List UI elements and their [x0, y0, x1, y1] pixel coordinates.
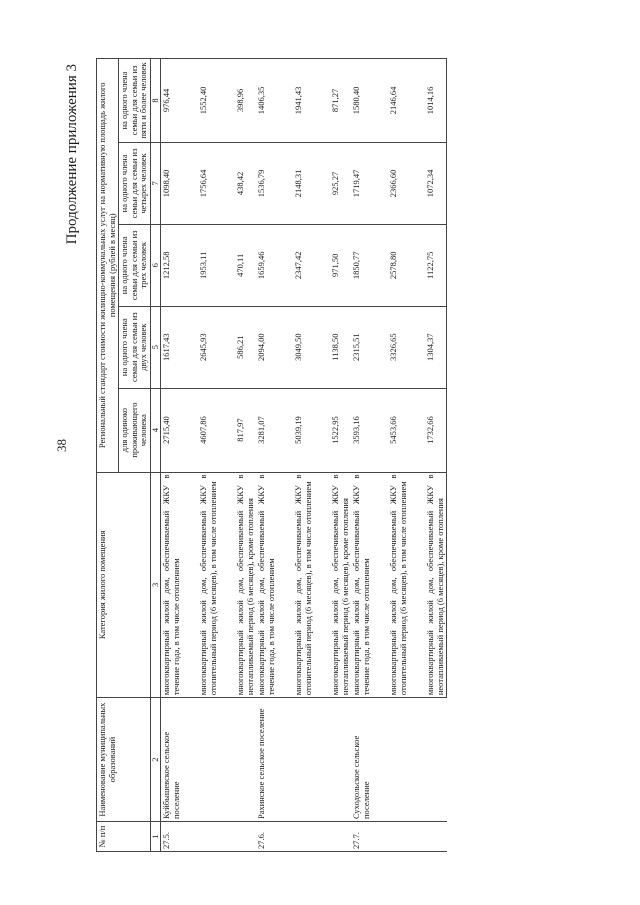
value-cell: 2148,31	[293, 142, 314, 224]
value-cell: 438,42	[235, 142, 256, 224]
value-cell: 2715,40	[161, 388, 183, 472]
header-sub-2: на одного члена семьи для семьи из двух человек	[119, 306, 151, 388]
value-cell: 1138,50	[330, 306, 351, 388]
municipality-name: Куйбышевское сельское поселение	[161, 698, 257, 822]
header-row	[97, 59, 119, 852]
header-sub-5: на одного члена семьи для семьи из пяти и более человек	[119, 59, 151, 143]
header-sub-1: для одиноко проживающего человека	[119, 388, 151, 472]
value-cell: 871,27	[330, 59, 351, 143]
index-cell: 6	[150, 224, 161, 306]
value-cell: 470,11	[235, 224, 256, 306]
value-cell: 1304,37	[425, 306, 447, 388]
table-row	[161, 59, 183, 852]
category-cell: многоквартирный жилой дом, обеспечиваемый ЖКУ в отопительный период (6 месяцев), в том числе отоплением	[293, 472, 314, 698]
value-cell: 1098,40	[161, 142, 183, 224]
table-row	[256, 59, 277, 852]
value-cell: 1941,43	[293, 59, 314, 143]
value-cell: 1850,77	[351, 224, 372, 306]
value-cell: 3593,16	[351, 388, 372, 472]
row-number: 27.7.	[351, 822, 447, 852]
value-cell: 817,97	[235, 388, 256, 472]
value-cell: 398,96	[235, 59, 256, 143]
value-cell: 2347,42	[293, 224, 314, 306]
header-sub-4: на одного члена семьи для семьи из четырех человек	[119, 142, 151, 224]
index-cell: 8	[150, 59, 161, 143]
value-cell: 1014,16	[425, 59, 447, 143]
value-cell: 1756,64	[198, 142, 219, 224]
page-number: 38	[54, 439, 69, 452]
value-cell: 2645,93	[198, 306, 219, 388]
value-cell: 3049,50	[293, 306, 314, 388]
category-cell: многоквартирный жилой дом, обеспечиваемый ЖКУ в течение года, в том числе отоплением	[256, 472, 277, 698]
value-cell: 2094,00	[256, 306, 277, 388]
continuation-title: Продолжение приложения 3	[64, 64, 80, 245]
value-cell: 1522,95	[330, 388, 351, 472]
municipality-name: Суходольское сельское поселение	[351, 698, 447, 822]
category-cell: многоквартирный жилой дом, обеспечиваемый ЖКУ в течение года, в том числе отоплением	[351, 472, 372, 698]
value-cell: 971,50	[330, 224, 351, 306]
value-cell: 3326,65	[388, 306, 409, 388]
value-cell: 1659,46	[256, 224, 277, 306]
standards-table	[96, 58, 447, 852]
value-cell: 4607,86	[198, 388, 219, 472]
header-sub-3: на одного члена семьи для семьи из трех человек	[119, 224, 151, 306]
index-cell: 1	[150, 822, 161, 852]
index-cell: 2	[150, 698, 161, 822]
value-cell: 1732,66	[425, 388, 447, 472]
header-category: Категория жилого помещения	[97, 472, 151, 698]
value-cell: 1552,40	[198, 59, 219, 143]
value-cell: 3281,07	[256, 388, 277, 472]
value-cell: 976,44	[161, 59, 183, 143]
value-cell: 1406,35	[256, 59, 277, 143]
row-number: 27.5.	[161, 822, 257, 852]
value-cell: 5039,19	[293, 388, 314, 472]
value-cell: 1212,58	[161, 224, 183, 306]
header-group: Региональный стандарт стоимости жилищно-коммунальных услуг на нормативную площадь жилого помещения (рублей в месяц)	[97, 59, 119, 473]
index-cell: 3	[150, 472, 161, 698]
category-cell: многоквартирный жилой дом, обеспечиваемый ЖКУ в отопительный период (6 месяцев), в том числе отоплением	[198, 472, 219, 698]
value-cell: 1122,75	[425, 224, 447, 306]
category-cell: многоквартирный жилой дом, обеспечиваемый ЖКУ в неотапливаемый период (6 месяцев), кроме отопления	[330, 472, 351, 698]
index-cell: 5	[150, 306, 161, 388]
value-cell: 1536,79	[256, 142, 277, 224]
header-name: Наименование муниципальных образований	[97, 698, 151, 822]
value-cell: 1719,47	[351, 142, 372, 224]
category-cell: многоквартирный жилой дом, обеспечиваемый ЖКУ в течение года, в том числе отоплением	[161, 472, 183, 698]
value-cell: 1580,40	[351, 59, 372, 143]
rotated-content	[54, 52, 630, 852]
value-cell: 586,21	[235, 306, 256, 388]
value-cell: 1953,11	[198, 224, 219, 306]
index-row	[150, 59, 161, 852]
value-cell: 2315,51	[351, 306, 372, 388]
index-cell: 4	[150, 388, 161, 472]
value-cell: 2578,80	[388, 224, 409, 306]
value-cell: 2146,64	[388, 59, 409, 143]
value-cell: 1072,34	[425, 142, 447, 224]
value-cell: 5453,66	[388, 388, 409, 472]
header-no: № п/п	[97, 822, 151, 852]
category-cell: многоквартирный жилой дом, обеспечиваемый ЖКУ в неотапливаемый период (6 месяцев), кроме отопления	[425, 472, 447, 698]
value-cell: 925,27	[330, 142, 351, 224]
category-cell: многоквартирный жилой дом, обеспечиваемый ЖКУ в неотапливаемый период (6 месяцев), кроме отопления	[235, 472, 256, 698]
value-cell: 2366,60	[388, 142, 409, 224]
index-cell: 7	[150, 142, 161, 224]
municipality-name: Рахинское сельское поселение	[256, 698, 351, 822]
value-cell: 1617,43	[161, 306, 183, 388]
row-number: 27.6.	[256, 822, 351, 852]
category-cell: многоквартирный жилой дом, обеспечиваемый ЖКУ в отопительный период (6 месяцев), в том числе отоплением	[388, 472, 409, 698]
table-row	[351, 59, 372, 852]
